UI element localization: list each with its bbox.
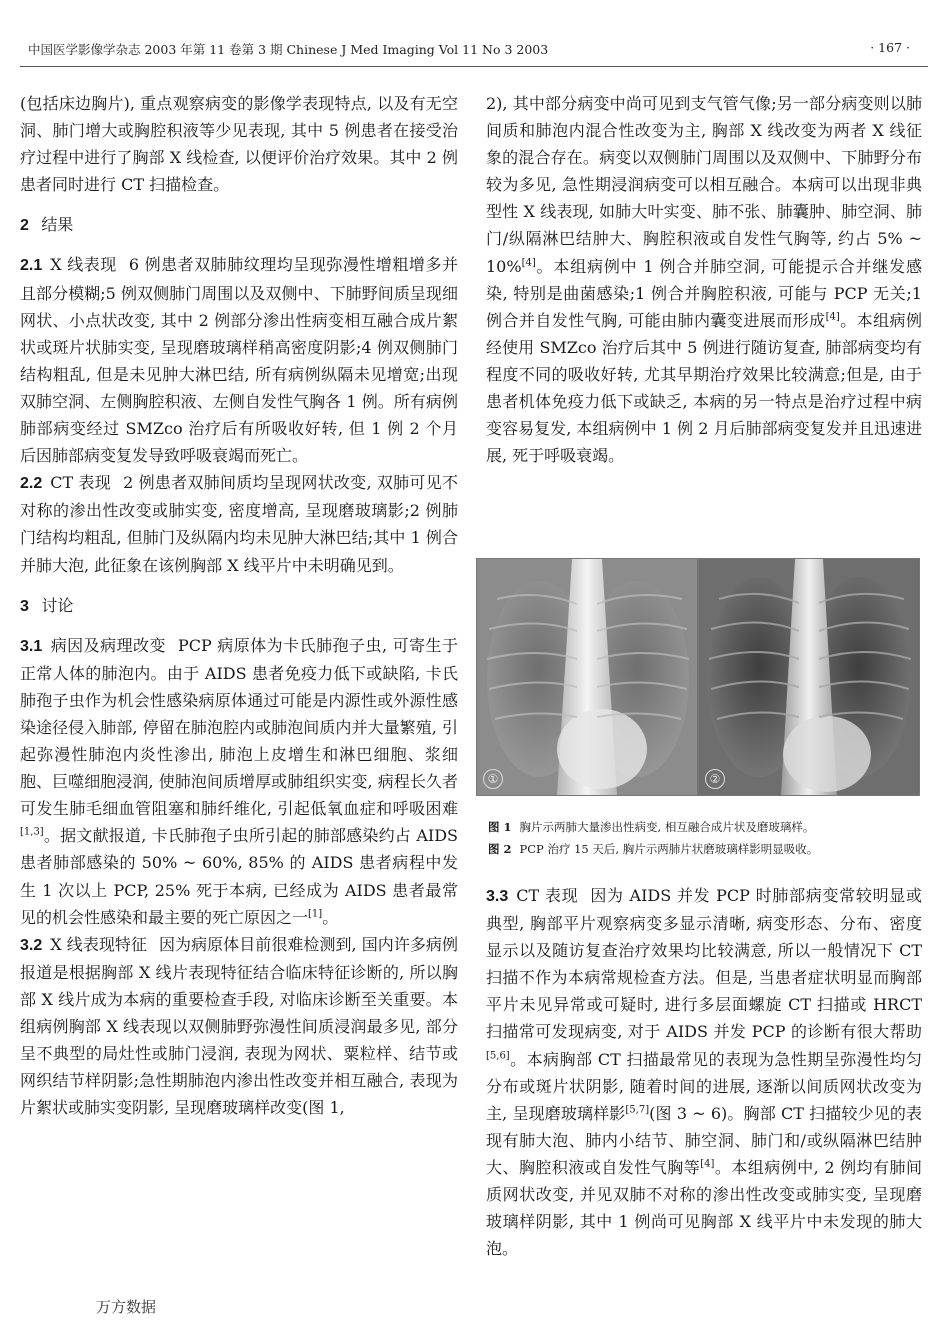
citation-ref: [4] bbox=[700, 1158, 715, 1170]
caption-figure-1: 图 1 胸片示两肺大量渗出性病变, 相互融合成片状及磨玻璃样。 bbox=[488, 820, 815, 834]
section-2-heading: 2 结果 bbox=[20, 217, 74, 235]
paragraph-xray-continued: 2), 其中部分病变中尚可见到支气管气像;另一部分病变则以肺间质和肺泡内混合性改变为主, 胸部 X 线改变为两者 X 线征象的混合存在。病变以双侧肺门周围以及双侧中、下肺野分布较为多见, 急性期浸润病变可以相互融合。本病可以出现非典型性 X 线表现, 如肺大叶实变、肺不张、肺囊肿、肺空洞、肺门/纵隔淋巴结肿大、胸腔积液或自发性气胸等, 约占 5% ~ 10%[4]。本组病例中 1 例合并肺空洞, 可能提示合并继发感染, 特别是曲菌感染;1 例合并胸腔积液, 可能与 PCP 无关;1 例合并自发性气胸, 可能由肺内囊变进展而形成[4]。本组病例经使用 SMZco 治疗后其中 5 例进行随访复查, 肺部病变均有程度不同的吸收好转, 尤其早期治疗效果比较满意;但是, 由于患者机体免疫力低下或缺乏, 本病的另一特点是治疗过程中病变容易复发, 本组病例中 1 例 2 月后肺部病变复发并且迅速进展, 死于呼吸衰竭。 bbox=[486, 94, 922, 466]
left-column bbox=[20, 90, 458, 1121]
chest-xray-image-1 bbox=[476, 558, 698, 796]
journal-citation: 中国医学影像学杂志 2003 年第 11 卷第 3 期 Chinese J Med Imaging Vol 11 No 3 2003 bbox=[28, 42, 549, 57]
subsection-3-2: 3.2 X 线表现特征 因为病原体目前很难检测到, 国内许多病例报道是根据胸部 X 线片表现特征结合临床特征诊断的, 所以胸部 X 线片成为本病的重要检查手段, 对临床诊断至关重要。本组病例胸部 X 线表现以双侧肺野弥漫性间质浸润最多见, 部分呈不典型的局灶性或肺门浸润, 表现为网状、粟粒样、结节或网织结节样阴影;急性期肺泡内渗出性改变并相互融合, 表现为片絮状或肺实变阴影, 呈现磨玻璃样改变(图 1, bbox=[20, 934, 458, 1118]
page-number: · 167 · bbox=[870, 40, 910, 55]
figure-captions bbox=[488, 816, 928, 860]
watermark: 万方数据 bbox=[96, 1298, 157, 1316]
chest-xray-image-2 bbox=[698, 558, 920, 796]
citation-ref: [4] bbox=[825, 311, 840, 323]
right-column-bottom bbox=[486, 882, 922, 1262]
subsection-2-1: 2.1 X 线表现 6 例患者双肺肺纹理均呈现弥漫性增粗增多并且部分模糊;5 例双侧肺门周围以及双侧中、下肺野间质呈现细网状、小点状改变, 其中 2 例部分渗出性病变相互融合成片絮状或斑片状肺实变, 呈现磨玻璃样稍高密度阴影;4 例双侧肺门结构粗乱, 但是未见肿大淋巴结, 所有病例纵隔未见增宽;出现双肺空洞、左侧胸腔积液、左侧自发性气胸各 1 例。所有病例肺部病变经过 SMZco 治疗后有所吸收好转, 但 1 例 2 个月后因肺部病变复发导致呼吸衰竭而死亡。 bbox=[20, 255, 458, 466]
citation-ref: [1] bbox=[308, 908, 323, 920]
running-header bbox=[28, 40, 910, 62]
subsection-3-3: 3.3 CT 表现 因为 AIDS 并发 PCP 时肺部病变常较明显或典型, 胸部平片观察病变多显示清晰, 病变形态、分布、密度显示以及随访复查治疗效果均比较满意, 所以一般情况下 CT 扫描不作为本病常规检查方法。但是, 当患者症状明显而胸部平片未见异常或可疑时, 进行多层面螺旋 CT 扫描或 HRCT 扫描常可发现病变, 对于 AIDS 并发 PCP 的诊断有很大帮助[5,6]。本病胸部 CT 扫描最常见的表现为急性期呈弥漫性均匀分布或斑片状阴影, 随着时间的进展, 逐渐以间质网状改变为主, 呈现磨玻璃样影[5,7](图 3 ~ 6)。胸部 CT 扫描较少见的表现有肺大泡、肺内小结节、肺空洞、肺门和/或纵隔淋巴结肿大、胸腔积液或自发性气胸等[4]。本组病例中, 2 例均有肺间质网状改变, 并见双肺不对称的渗出性改变或肺实变, 呈现磨玻璃样阴影, 其中 1 例尚可见胸部 X 线平片中未发现的肺大泡。 bbox=[486, 886, 922, 1259]
subsection-3-1: 3.1 病因及病理改变 PCP 病原体为卡氏肺孢子虫, 可寄生于正常人体的肺泡内。由于 AIDS 患者免疫力低下或缺陷, 卡氏肺孢子虫作为机会性感染病原体通过可能是内源性或外源性感染途径侵入肺部, 停留在肺泡腔内或肺泡间质内并大量繁殖, 引起弥漫性肺泡内炎性渗出, 肺泡上皮增生和淋巴细胞、浆细胞、巨噬细胞浸润, 使肺泡间质增厚或肺组织实变, 病程长久者可发生肺毛细血管阻塞和肺纤维化, 引起低氧血症和呼吸困难[1,3]。据文献报道, 卡氏肺孢子虫所引起的肺部感染约占 AIDS 患者肺部感染的 50% ~ 60%, 85% 的 AIDS 患者病程中发生 1 次以上 PCP, 25% 死于本病, 已经成为 AIDS 患者最常见的机会性感染和最主要的死亡原因之一[1]。 bbox=[20, 635, 458, 927]
section-3-heading: 3 讨论 bbox=[20, 597, 74, 615]
figure-label-1: ① bbox=[483, 769, 503, 789]
caption-figure-2: 图 2 PCP 治疗 15 天后, 胸片示两肺片状磨玻璃样影明显吸收。 bbox=[488, 842, 819, 856]
paragraph-methods-end: (包括床边胸片), 重点观察病变的影像学表现特点, 以及有无空洞、肺门增大或胸腔积液等少见表现, 其中 5 例患者在接受治疗过程中进行了胸部 X 线检查, 以便评价治疗效果。其中 2 例患者同时进行 CT 扫描检查。 bbox=[20, 94, 458, 195]
citation-ref: [4] bbox=[521, 257, 536, 269]
figure-label-2: ② bbox=[705, 769, 725, 789]
citation-ref: [1,3] bbox=[20, 827, 44, 839]
citation-ref: [5,6] bbox=[486, 1050, 510, 1062]
citation-ref: [5,7] bbox=[625, 1104, 650, 1116]
right-column-top bbox=[486, 90, 922, 469]
figure-chest-xrays bbox=[476, 558, 932, 798]
subsection-2-2: 2.2 CT 表现 2 例患者双肺间质均呈现网状改变, 双肺可见不对称的渗出性改变或肺实变, 密度增高, 呈现磨玻璃影;2 例肺门结构均粗乱, 但肺门及纵隔内均未见肿大淋巴结;其中 1 例合并肺大泡, 此征象在该例胸部 X 线平片中未明确见到。 bbox=[20, 473, 458, 575]
header-rule bbox=[20, 66, 928, 67]
